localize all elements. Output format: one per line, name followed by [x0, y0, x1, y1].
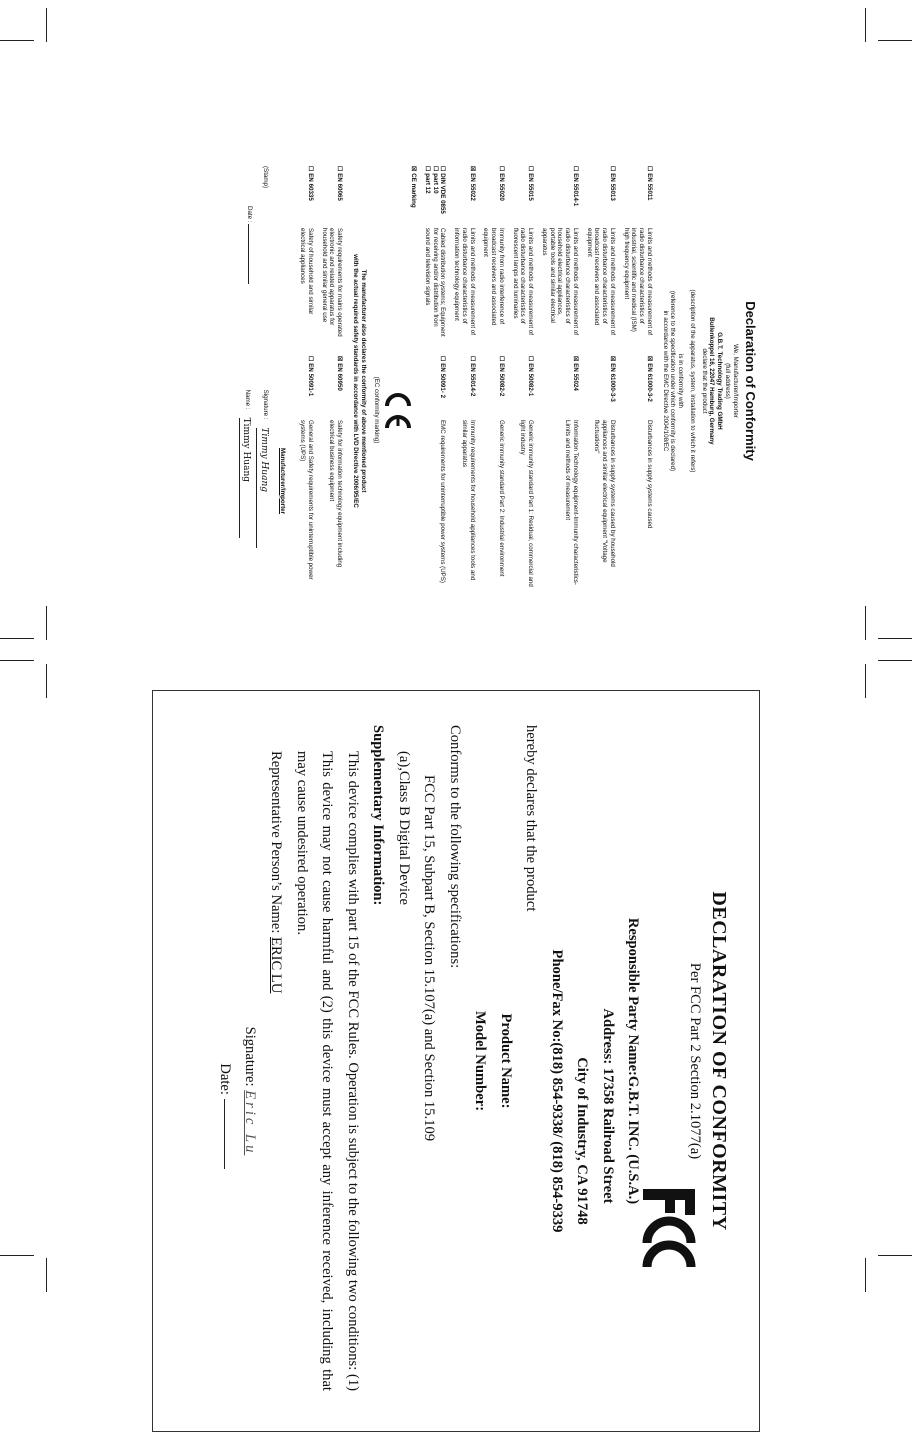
standard-code: ☐ EN 55020 [498, 166, 505, 201]
lvd-line-2: with the actual required safety standards in accordance with LVD Directive 2006/95/EC [352, 254, 359, 508]
date-row [245, 166, 253, 372]
standard-desc: General and Safety requirements for uninterruptible power systems (UPS) [299, 420, 314, 580]
declares-line: hereby declares that the product [523, 725, 540, 912]
crop-mark [0, 1255, 34, 1256]
ce-marking-label: ☒ CE marking [410, 166, 418, 208]
crop-mark [0, 638, 34, 639]
date-line [248, 224, 249, 284]
standard-code: ☐ EN 55015 [527, 166, 535, 201]
fcc-declaration [152, 690, 760, 1432]
eu-company: G.B.T. Technology Trading GMbH [716, 332, 724, 430]
spec-line-2: (a),Class B Digital Device [395, 751, 412, 906]
phone-fax: Phone/Fax No:(818) 854-9338/ (818) 854-9339 [548, 949, 565, 1233]
supplementary-paragraph: This device complies with part 15 of the FCC Rules. Operation is subject to the following two conditions: (1) This device may not cause harmful and (2) this device must accept any inference received, including that may cause undesired operation. [293, 751, 361, 1391]
standard-code: ☒ EN 55022 [468, 166, 476, 201]
standard-code: ☐ EN 55014-2 [468, 356, 476, 397]
stamp-label: (Stamp) [261, 166, 269, 189]
signature: Timmy Huang [257, 428, 269, 548]
standard-desc: Safety for information technology equipment including electrical business equipment [328, 420, 344, 568]
conforms-line: Conforms to the following specifications: [446, 725, 463, 969]
product-name-label: Product Name: [497, 1013, 514, 1109]
name-label: Name : [244, 389, 252, 410]
crop-mark [0, 660, 34, 661]
table-row [417, 166, 446, 596]
standard-code: ☒ EN 61000-3-2 [646, 356, 653, 402]
spec-line-1: FCC Part 15, Subpart B, Section 15.107(a) and Section 15.109 [421, 775, 438, 1142]
standard-desc: Limits and methods of measurement of radio disturbance characteristics of information technology equipment [453, 228, 476, 335]
standard-desc: Information Technology equipment-Immunity characteristics-Limits and methods of measurement [564, 420, 579, 585]
standard-desc: Limits and methods of measurement of radio disturbance characteristics of broadcast receivers and associated equipment [585, 228, 616, 335]
fcc-logo-icon [639, 1185, 699, 1271]
ce-cell [367, 228, 418, 596]
standard-desc: EMC requirements for uninterruptible power systems (UPS) [439, 420, 447, 583]
fcc-title: DECLARATION OF CONFORMITY [708, 891, 730, 1231]
standard-code: ☒ EN 61000-3-3 [609, 356, 616, 402]
crop-mark [46, 8, 47, 42]
crop-mark [865, 8, 866, 42]
eu-declare: declare that the product [700, 348, 708, 414]
responsible-party: Responsible Party Name:G.B.T. INC. (U.S.A.) [625, 917, 642, 1205]
supplementary-heading: Supplementary Information: [370, 725, 387, 906]
table-row [505, 166, 534, 596]
table-row [314, 166, 343, 596]
standard-code: ☐ EN 55013 [609, 166, 616, 201]
crop-mark [46, 664, 47, 698]
address-line-1: 17358 Railroad Street [599, 1067, 616, 1204]
standard-code: ☐ EN 50082-2 [498, 356, 505, 397]
table-row [447, 166, 476, 596]
crop-mark [0, 40, 34, 41]
standard-desc: Immunity requirements for household appliances tools and similar apparatus [461, 420, 476, 581]
fcc-signature-label: Signature: [242, 1026, 259, 1087]
eu-signature-area [234, 166, 269, 596]
name-row [239, 390, 251, 596]
eu-lvd-standards-table [293, 166, 344, 596]
eu-conformity: is in conformity with [677, 354, 685, 408]
eu-declaration [135, 166, 760, 596]
signer-name: Timmy Huang [239, 418, 251, 538]
address-line-2: City of Industry, CA 91748 [574, 1057, 591, 1225]
table-row [616, 166, 653, 596]
standard-code: ☐ EN 50091- 2 [439, 356, 447, 399]
standard-desc: Safety of household and similar electrical appliances [299, 228, 314, 315]
signature-label: Signature : [261, 389, 269, 420]
standard-code: ☐ EN 50091-1 [307, 356, 314, 397]
standard-desc: Cabled distribution systems; Equipment for receiving and/or distribution from sound and television signals [424, 228, 447, 337]
crop-mark [865, 1258, 866, 1292]
fcc-subtitle: Per FCC Part 2 Section 2.1077(a) [687, 962, 703, 1160]
fcc-date-row [211, 725, 237, 1397]
ce-logo [381, 228, 414, 592]
standard-desc: Disturbances in supply systems caused by household appliances and similar electrical equipment "Voltage fluctuations" [593, 420, 616, 567]
table-row [367, 166, 418, 596]
representative-name: ERIC LU [268, 937, 285, 994]
table-row [579, 166, 616, 596]
standard-desc: Limits and methods of measurement of radio disturbance characteristics of household electrical appliances, portable tools and similar electrical apparatus [541, 228, 579, 335]
fcc-signature: Eric Lu [242, 1090, 259, 1156]
crop-mark [46, 1258, 47, 1292]
table-row [293, 166, 315, 596]
eu-directive: in accordance with the EMC Directive 2004/108/EC [661, 310, 669, 452]
eu-address: Bullenkoppel 16, 22047 Hamburg, Germany [708, 317, 716, 445]
ce-mark-icon [383, 388, 413, 432]
standard-desc: Immunity from radio interference of broadcast receivers and associated equipment [482, 228, 505, 326]
standard-code: ☐ DIN VDE 0855 ☐ part 10 ☐ part 12 [424, 166, 447, 214]
crop-mark [46, 606, 47, 640]
table-row [534, 166, 579, 596]
fcc-date-label: Date: [216, 1063, 233, 1095]
signature-row [257, 390, 269, 596]
crop-mark [865, 606, 866, 640]
standard-code: ☐ EN 55014-1 [572, 166, 579, 207]
standard-code: ☒ EN 60950 [336, 356, 344, 391]
standard-desc: Disturbances in supply systems caused [646, 420, 653, 529]
standard-code: ☐ EN 55011 [646, 166, 653, 201]
standard-code: ☐ EN 60065 [336, 166, 344, 201]
manufacturer-importer-heading: Manufacturer/Importer [279, 447, 287, 514]
fcc-signature-row [237, 725, 263, 1397]
standard-desc: Safety requirements for mains operated electronic and related apparatus for household and similar general use [320, 228, 344, 337]
standard-desc: Limits and methods of measurement of radio disturbance characteristics of industrial, scientific and medical (ISM) high frequency equipment [622, 228, 653, 335]
eu-we: We, Manufacturer/Importer [731, 344, 739, 418]
eu-reference-note: (reference to the specification under which conformity is declared) [669, 290, 677, 472]
standard-desc: Generic immunity standard Part 2: Industrial environment [498, 420, 505, 577]
table-row [476, 166, 505, 596]
standard-code: ☒ EN 55024 [572, 356, 579, 391]
standard-code: ☐ EN 50082-1 [527, 356, 535, 397]
eu-emc-standards-table [367, 166, 653, 596]
date-label: Date : [246, 206, 253, 223]
ce-note: (EC conformity marking) [373, 376, 381, 444]
fcc-date-line [224, 1099, 225, 1169]
eu-title: Declaration of Conformity [743, 301, 758, 461]
representative-label: Representative Person’s Name: [268, 751, 285, 934]
eu-description-note: (description of the apparatus, system, installation to which it refers) [689, 289, 696, 473]
fcc-address-row [594, 725, 620, 1397]
eu-full-address-note: (full address) [724, 363, 731, 399]
crop-mark [878, 660, 912, 661]
crop-mark [865, 664, 866, 698]
crop-mark [878, 638, 912, 639]
stamp-date-column [234, 166, 269, 372]
standard-desc: Generic immunity standard Part 1: Residual, commercial and light industry [519, 420, 535, 587]
standard-desc: Limits and methods of measurement of radio disturbance characteristics of fluorescent lamps and luminaries [511, 228, 535, 335]
address-label: Address: [599, 1008, 616, 1065]
crop-mark [878, 40, 912, 41]
lvd-line-1: The manufacturer also declares the conformity of above mentioned product [359, 269, 367, 493]
crop-mark [878, 1255, 912, 1256]
model-number-label: Model Number: [472, 1010, 489, 1112]
representative-row [263, 725, 289, 1397]
signature-column [234, 390, 269, 596]
standard-code: ☐ EN 60335 [307, 166, 314, 201]
